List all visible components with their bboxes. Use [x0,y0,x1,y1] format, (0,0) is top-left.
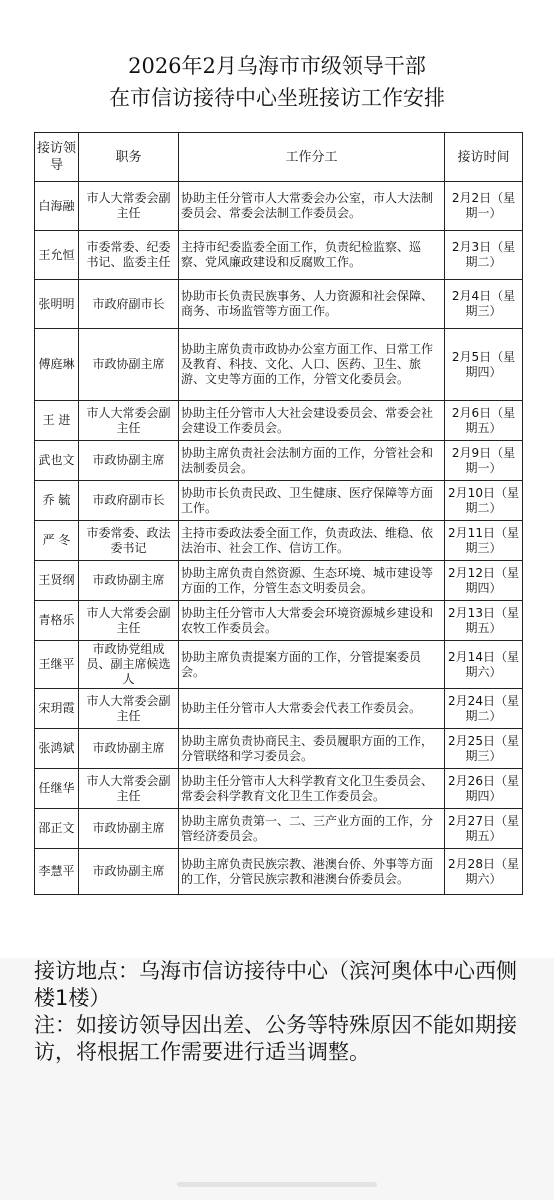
title-line-1: 2026年2月乌海市市级领导干部 [128,54,426,78]
table-row [35,231,523,280]
leader-name: 王允恒 [35,231,79,280]
leader-duty: 协助主席负责民族宗教、港澳台侨、外事等方面的工作，分管民族宗教和港澳台侨委员会。 [179,849,445,895]
leader-duty: 协助主席负责协商民主、委员履职方面的工作，分管联络和学习委员会。 [179,729,445,769]
location-note: 接访地点：乌海市信访接待中心（滨河奥体中心西侧楼1楼） [34,959,517,1010]
schedule-table [34,132,523,895]
header-time: 接访时间 [445,133,523,182]
table-row [35,441,523,481]
leader-name: 王 进 [35,401,79,441]
title-line-2: 在市信访接待中心坐班接访工作安排 [109,86,445,110]
header-post: 职务 [79,133,179,182]
home-indicator[interactable] [177,1182,377,1187]
leader-name: 严 冬 [35,521,79,561]
table-row [35,641,523,689]
leader-post: 市政协副主席 [79,441,179,481]
visit-time: 2月24日（星期二） [445,689,523,729]
table-row [35,521,523,561]
leader-post: 市人大常委会副主任 [79,769,179,809]
leader-duty: 协助主席负责自然资源、生态环境、城市建设等方面的工作，分管生态文明委员会。 [179,561,445,601]
visit-time: 2月5日（星期四） [445,329,523,401]
leader-post: 市人大常委会副主任 [79,182,179,231]
visit-time: 2月28日（星期六） [445,849,523,895]
table-row [35,769,523,809]
notes-section [34,958,529,1066]
leader-name: 傅庭琳 [35,329,79,401]
leader-name: 宋玥霞 [35,689,79,729]
table-row [35,280,523,329]
leader-post: 市委常委、政法委书记 [79,521,179,561]
leader-duty: 协助主任分管市人大常委会环境资源城乡建设和农牧工作委员会。 [179,601,445,641]
leader-name: 武也文 [35,441,79,481]
leader-post: 市政协党组成员、副主席候选人 [79,641,179,689]
leader-post: 市政府副市长 [79,280,179,329]
remark-note: 注：如接访领导因出差、公务等特殊原因不能如期接访，将根据工作需要进行适当调整。 [34,1013,517,1064]
leader-name: 王贤纲 [35,561,79,601]
table-row [35,182,523,231]
leader-duty: 协助主任分管市人大社会建设委员会、常委会社会建设工作委员会。 [179,401,445,441]
leader-post: 市人大常委会副主任 [79,689,179,729]
leader-post: 市政协副主席 [79,729,179,769]
leader-name: 李慧平 [35,849,79,895]
visit-time: 2月27日（星期五） [445,809,523,849]
leader-duty: 协助主任分管市人大科学教育文化卫生委员会、常委会科学教育文化卫生工作委员会。 [179,769,445,809]
leader-duty: 主持市纪委监委全面工作，负责纪检监察、巡察、党风廉政建设和反腐败工作。 [179,231,445,280]
leader-duty: 协助主席负责社会法制方面的工作，分管社会和法制委员会。 [179,441,445,481]
leader-post: 市人大常委会副主任 [79,601,179,641]
leader-duty: 协助主席负责市政协办公室方面工作、日常工作及教育、科技、文化、人口、医药、卫生、旅游、文史等方面的工作，分管文化委员会。 [179,329,445,401]
leader-duty: 协助市长负责民政、卫生健康、医疗保障等方面工作。 [179,481,445,521]
leader-post: 市委常委、纪委书记、监委主任 [79,231,179,280]
visit-time: 2月26日（星期四） [445,769,523,809]
table-header-row [35,133,523,182]
leader-post: 市政府副市长 [79,481,179,521]
table-row [35,561,523,601]
leader-name: 张鸿斌 [35,729,79,769]
visit-time: 2月14日（星期六） [445,641,523,689]
leader-post: 市人大常委会副主任 [79,401,179,441]
leader-duty: 主持市委政法委全面工作，负责政法、维稳、依法治市、社会工作、信访工作。 [179,521,445,561]
visit-time: 2月12日（星期四） [445,561,523,601]
table-row [35,809,523,849]
leader-duty: 协助主任分管市人大常委会代表工作委员会。 [179,689,445,729]
leader-post: 市政协副主席 [79,329,179,401]
document-title [0,50,554,114]
table-row [35,481,523,521]
visit-time: 2月9日（星期一） [445,441,523,481]
leader-name: 白海融 [35,182,79,231]
table-row [35,329,523,401]
leader-name: 任继华 [35,769,79,809]
header-duty: 工作分工 [179,133,445,182]
leader-name: 王继平 [35,641,79,689]
leader-duty: 协助主席负责第一、二、三产业方面的工作，分管经济委员会。 [179,809,445,849]
leader-name: 张明明 [35,280,79,329]
leader-name: 邵正文 [35,809,79,849]
table-row [35,689,523,729]
header-leader: 接访领导 [35,133,79,182]
leader-post: 市政协副主席 [79,561,179,601]
visit-time: 2月2日（星期一） [445,182,523,231]
leader-duty: 协助市长负责民族事务、人力资源和社会保障、商务、市场监管等方面工作。 [179,280,445,329]
visit-time: 2月13日（星期五） [445,601,523,641]
visit-time: 2月3日（星期二） [445,231,523,280]
leader-name: 乔 毓 [35,481,79,521]
schedule-rows [35,182,523,895]
table-row [35,849,523,895]
visit-time: 2月25日（星期三） [445,729,523,769]
leader-duty: 协助主任分管市人大常委会办公室，市人大法制委员会、常委会法制工作委员会。 [179,182,445,231]
leader-post: 市政协副主席 [79,849,179,895]
leader-duty: 协助主席负责提案方面的工作，分管提案委员会。 [179,641,445,689]
visit-time: 2月10日（星期二） [445,481,523,521]
visit-time: 2月11日（星期三） [445,521,523,561]
table-row [35,401,523,441]
leader-name: 青格乐 [35,601,79,641]
leader-post: 市政协副主席 [79,809,179,849]
visit-time: 2月4日（星期三） [445,280,523,329]
visit-time: 2月6日（星期五） [445,401,523,441]
table-row [35,729,523,769]
table-row [35,601,523,641]
